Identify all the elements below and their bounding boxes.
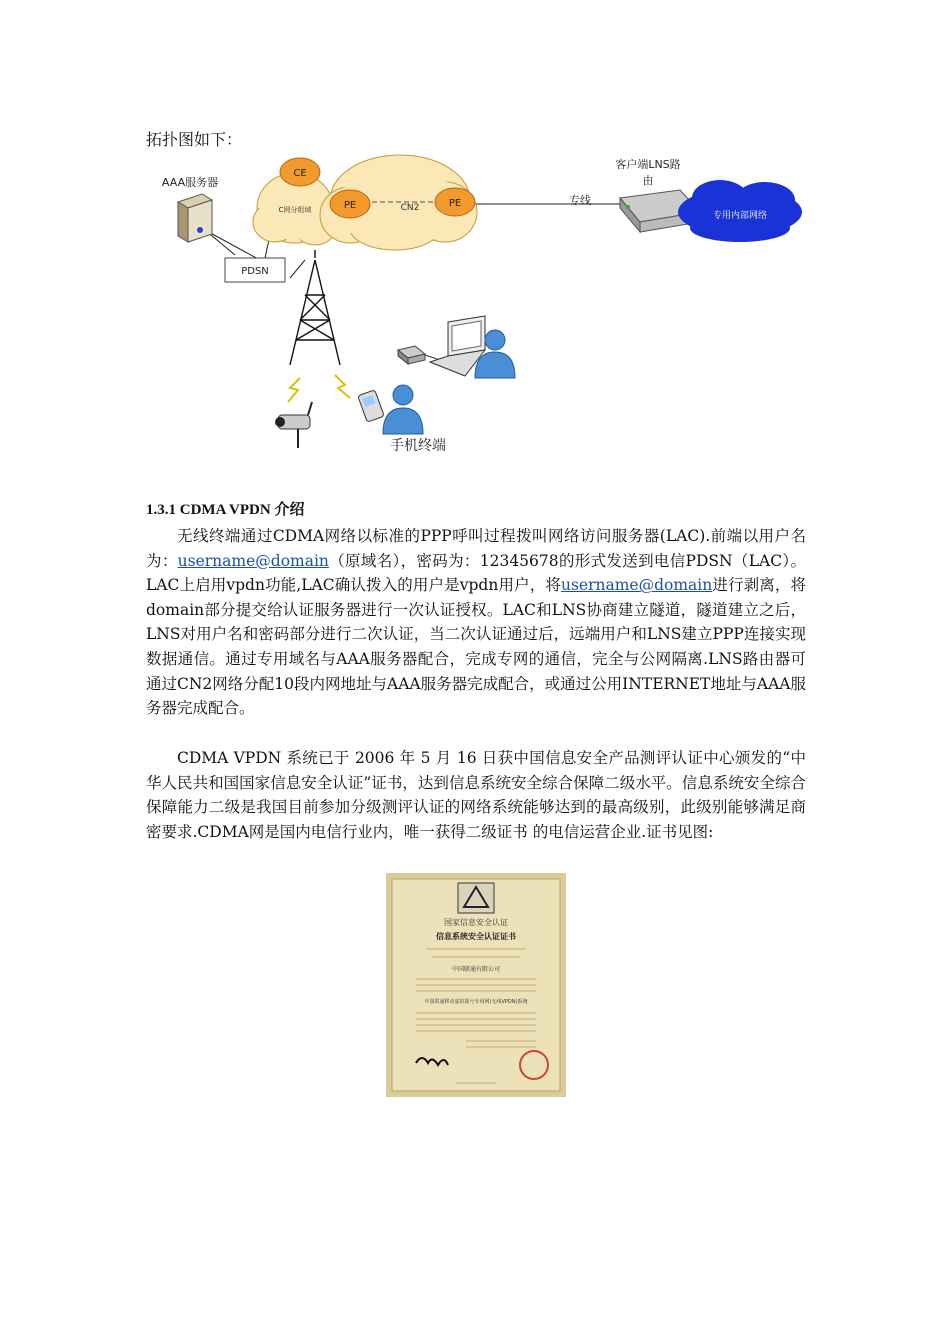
certificate-line-2: 信息系统安全认证证书: [436, 932, 516, 941]
username-domain-link[interactable]: username@domain: [560, 576, 713, 595]
lns-label-2: 由: [642, 174, 654, 187]
pe-left-label: PE: [343, 200, 357, 211]
user-avatar-icon: [383, 385, 423, 434]
paragraph-1-text-c: 进行剥离，将domain部分提交给认证服务器进行一次认证授权。LAC和LNS协商建立隧道，隧道建立之后，LNS对用户名和密码部分进行二次认证，当二次认证通过后，远端用户和LNS建立PPP连接实现数据通信。通过专用域名与AAA服务器配合，完成专网的通信，完全与公网隔离.LNS路由器可通过CN2网络分配10段内网地址与AAA服务器完成配合，或通过公用INTERNET地址与AAA服务器完成配合。: [146, 576, 806, 718]
terminal-label: 手机终端: [390, 438, 446, 454]
private-net-label: 专用内部网络: [712, 211, 768, 221]
pdsn-label: PDSN: [241, 266, 269, 277]
radio-tower-icon: [290, 250, 340, 365]
modem-icon: [398, 346, 425, 364]
camera-icon: [275, 402, 312, 448]
paragraph-1: [146, 524, 806, 721]
signal-bolt-icon: [288, 378, 300, 402]
section-heading: 1.3.1 CDMA VPDN 介绍: [146, 502, 305, 518]
ce-label: CE: [293, 168, 307, 179]
lns-label-1: 客户端LNS路: [615, 158, 681, 171]
topology-diagram: [140, 150, 820, 470]
paragraph-1-text-a: 无线终端通过CDMA网络以标准的PPP呼叫过程拨叫网络访问服务器(LAC).前端以用户名为：: [146, 527, 806, 570]
pe-right-label: PE: [448, 198, 462, 209]
leased-line-label: 专线: [569, 194, 591, 207]
certificate-line-1: 国家信息安全认证: [444, 918, 508, 927]
certificate-image: [386, 873, 566, 1097]
intro-text: 拓扑图如下：: [146, 130, 243, 149]
username-domain-link[interactable]: username@domain: [177, 551, 329, 570]
cn2-label: CN2: [400, 203, 420, 213]
certificate-line-4: 中国联通移动虚拟拨号专用网(无线VPDN)系统: [424, 999, 528, 1005]
certificate-line-3: 中国联通有限公司: [451, 966, 501, 973]
aaa-label: AAA服务器: [161, 176, 219, 189]
aaa-server-icon: [178, 194, 212, 242]
paragraph-1-text-b: （原域名），密码为：12345678的形式发送到电信PDSN（LAC）。LAC上启用vpdn功能,LAC确认拨入的用户是vpdn用户，将: [146, 551, 806, 595]
signal-bolt-icon: [335, 375, 350, 398]
paragraph-2: CDMA VPDN 系统已于 2006 年 5 月 16 日获中国信息安全产品测评认证中心颁发的“中华人民共和国国家信息安全认证”证书，达到信息系统安全综合保障二级水平。信息系统安全综合保障能力二级是我国目前参加分级测评认证的网络系统能够达到的最高级别，此级别能够满足商密要求.CDMA网是国内电信行业内，唯一获得二级证书 的电信运营企业.证书见图:: [146, 749, 806, 841]
phone-icon: [358, 390, 384, 422]
c-net-label: C网分组域: [278, 206, 312, 214]
